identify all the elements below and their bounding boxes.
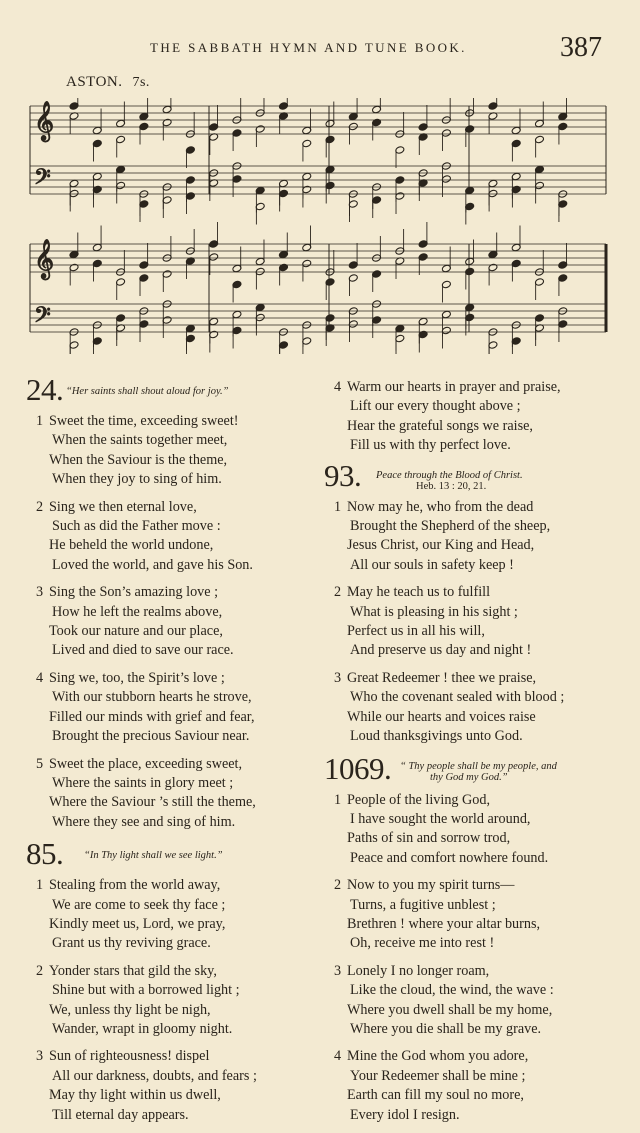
verse-line <box>26 583 316 602</box>
verse-number: 3 <box>334 962 342 979</box>
verse-text: All our souls in safety keep ! <box>350 556 514 573</box>
epigraph-text: thy God my God.” <box>430 771 508 783</box>
stanza <box>26 583 316 661</box>
verse-number: 2 <box>36 498 44 515</box>
verse-line <box>26 1067 316 1086</box>
verse-number: 4 <box>334 379 342 395</box>
hymn-24 <box>26 372 316 832</box>
verse-line <box>324 536 614 555</box>
stanza <box>324 876 614 954</box>
verse-line <box>26 470 316 489</box>
verse-text: May thy light within us dwell, <box>49 1087 221 1104</box>
verse-line <box>26 641 316 660</box>
verse-line <box>324 498 614 517</box>
verse-text: Your Redeemer shall be mine ; <box>350 1067 526 1084</box>
verse-text: Hear the grateful songs we raise, <box>347 417 533 434</box>
verse-text: While our hearts and voices raise <box>347 708 536 725</box>
hymn-epigraph <box>376 470 523 492</box>
verse-text: Who the covenant sealed with blood ; <box>350 689 565 706</box>
verse-line <box>26 536 316 555</box>
stanza <box>26 498 316 576</box>
hymn-number: 1069. <box>324 750 392 786</box>
verse-line <box>26 556 316 575</box>
verse-text: Stealing from the world away, <box>49 877 221 894</box>
verse-line <box>26 727 316 746</box>
hymn-24-heading <box>26 372 316 412</box>
verse-text: Brought the Shepherd of the sheep, <box>350 518 551 535</box>
verse-text: Brought the precious Saviour near. <box>52 728 250 745</box>
page-number: 387 <box>560 32 602 63</box>
verse-line <box>26 669 316 688</box>
stanza <box>26 669 316 747</box>
verse-text: Grant us thy reviving grace. <box>52 935 211 952</box>
verse-text: When they joy to sing of him. <box>52 471 222 488</box>
scripture-reference: Heb. 13 : 20, 21. <box>416 480 487 492</box>
bass-clef-icon: 𝄢 <box>34 303 51 333</box>
verse-line <box>26 876 316 895</box>
verse-line <box>324 688 614 707</box>
verse-number: 1 <box>334 791 342 808</box>
verse-line <box>324 603 614 622</box>
verse-line <box>26 981 316 1000</box>
stanza <box>324 498 614 576</box>
verse-line <box>324 378 614 397</box>
verse-line <box>324 436 614 455</box>
hymn-1069-heading <box>324 750 614 791</box>
verse-line <box>26 1086 316 1105</box>
verse-line <box>324 1001 614 1020</box>
verse-line <box>324 583 614 602</box>
verse-text: Earth can fill my soul no more, <box>347 1087 524 1104</box>
hymn-93-stanzas <box>324 498 614 747</box>
hymn-epigraph: “Her saints shall shout aloud for joy.” <box>66 386 229 397</box>
verse-line <box>324 934 614 953</box>
left-column <box>26 372 316 1133</box>
verse-line <box>26 934 316 953</box>
verse-text: What is pleasing in his sight ; <box>350 603 518 620</box>
verse-number: 2 <box>334 877 342 894</box>
verse-line <box>324 876 614 895</box>
verse-line <box>324 962 614 981</box>
stanza <box>324 962 614 1040</box>
hymn-number: 93. <box>324 457 362 493</box>
verse-text: Every idol I resign. <box>350 1106 460 1123</box>
verse-text: Lonely I no longer roam, <box>347 962 490 979</box>
hymn-number: 24. <box>26 372 64 407</box>
verse-line <box>26 498 316 517</box>
hymn-24-cont-stanzas <box>324 378 614 456</box>
hymn-85 <box>26 836 316 1125</box>
verse-text: Such as did the Father move : <box>52 518 221 535</box>
music-score <box>24 98 612 354</box>
verse-text: Wander, wrapt in gloomy night. <box>52 1020 233 1037</box>
verse-line <box>26 1106 316 1125</box>
tune-name: ASTON. <box>66 74 123 90</box>
verse-line <box>26 1020 316 1039</box>
verse-text: When the Saviour is the theme, <box>49 451 228 468</box>
verse-text: Lift our every thought above ; <box>350 398 521 415</box>
verse-text: Like the cloud, the wind, the wave : <box>350 982 554 999</box>
verse-text: Sweet the time, exceeding sweet! <box>49 413 239 429</box>
verse-number: 2 <box>334 584 342 601</box>
stanza <box>26 412 316 490</box>
verse-text: Shine but with a borrowed light ; <box>52 982 240 999</box>
verse-line <box>324 1047 614 1066</box>
verse-text: We are come to seek thy face ; <box>52 896 226 913</box>
verse-text: Mine the God whom you adore, <box>347 1048 529 1065</box>
verse-text: Warm our hearts in prayer and praise, <box>347 379 561 395</box>
verse-text: When the saints together meet, <box>52 432 228 449</box>
verse-line <box>324 641 614 660</box>
verse-line <box>26 1047 316 1066</box>
verse-text: Jesus Christ, our King and Head, <box>347 537 535 554</box>
verse-number: 4 <box>36 669 44 686</box>
stanza <box>26 1047 316 1125</box>
verse-text: Took our nature and our place, <box>49 623 223 640</box>
verse-line <box>324 915 614 934</box>
verse-text: Oh, receive me into rest ! <box>350 935 495 952</box>
hymn-93 <box>324 457 614 747</box>
verse-text: Till eternal day appears. <box>52 1106 189 1123</box>
hymn-93-heading <box>324 457 614 498</box>
epigraph-text: Peace through the Blood of Christ. <box>376 469 523 481</box>
verse-text: Where the Saviour ’s still the theme, <box>49 794 256 811</box>
verse-number: 4 <box>334 1048 342 1065</box>
verse-text: Perfect us in all his will, <box>347 623 485 640</box>
verse-line <box>26 708 316 727</box>
hymn-85-heading <box>26 836 316 876</box>
running-title: THE SABBATH HYMN AND TUNE BOOK. <box>150 40 467 55</box>
verse-text: All our darkness, doubts, and fears ; <box>52 1067 257 1084</box>
verse-text: Kindly meet us, Lord, we pray, <box>49 915 226 932</box>
verse-line <box>26 896 316 915</box>
tune-label <box>66 74 150 91</box>
verse-number: 1 <box>334 498 342 515</box>
verse-line <box>26 915 316 934</box>
verse-line <box>324 829 614 848</box>
stanza <box>26 876 316 954</box>
hymn-epigraph: “In Thy light shall we see light.” <box>84 850 223 862</box>
verse-text: Fill us with thy perfect love. <box>350 437 511 454</box>
epigraph-text: “ Thy people shall be my people, and <box>400 760 557 772</box>
verse-text: We, unless thy light be nigh, <box>49 1001 211 1018</box>
verse-number: 1 <box>36 877 44 894</box>
verse-text: Lived and died to save our race. <box>52 642 234 659</box>
verse-text: Yonder stars that gild the sky, <box>49 962 217 979</box>
verse-line <box>26 603 316 622</box>
stanza <box>324 669 614 747</box>
verse-text: He beheld the world undone, <box>49 537 214 554</box>
verse-text: Sing we then eternal love, <box>49 498 197 515</box>
verse-line <box>324 708 614 727</box>
verse-line <box>324 622 614 641</box>
verse-text: Where the saints in glory meet ; <box>52 774 234 791</box>
verse-line <box>324 896 614 915</box>
verse-line <box>324 849 614 868</box>
verse-line <box>26 962 316 981</box>
hymn-1069-stanzas <box>324 791 614 1126</box>
verse-line <box>324 981 614 1000</box>
verse-number: 3 <box>36 1048 44 1065</box>
verse-line <box>324 669 614 688</box>
verse-number: 3 <box>334 669 342 686</box>
verse-number: 5 <box>36 755 44 772</box>
verse-text: Where they see and sing of him. <box>52 813 236 830</box>
verse-line <box>26 1001 316 1020</box>
verse-line <box>324 727 614 746</box>
tune-meter: 7s. <box>132 75 150 90</box>
verse-number: 1 <box>36 413 44 429</box>
verse-text: Where you die shall be my grave. <box>350 1020 542 1037</box>
hymn-85-stanzas <box>26 876 316 1125</box>
treble-clef-icon: 𝄞 <box>34 101 55 141</box>
verse-line <box>324 810 614 829</box>
verse-line <box>26 412 316 431</box>
bass-clef-icon: 𝄢 <box>34 165 51 195</box>
verse-text: Sing the Son’s amazing love ; <box>49 584 219 601</box>
verse-text: Sweet the place, exceeding sweet, <box>49 755 243 772</box>
verse-line <box>324 1020 614 1039</box>
verse-line <box>26 517 316 536</box>
verse-line <box>324 417 614 436</box>
right-column <box>324 378 614 1133</box>
verse-number: 2 <box>36 962 44 979</box>
verse-line <box>26 755 316 774</box>
verse-text: And preserve us day and night ! <box>350 642 532 659</box>
verse-text: Great Redeemer ! thee we praise, <box>347 669 537 686</box>
hymn-number: 85. <box>26 836 64 872</box>
verse-text: Peace and comfort nowhere found. <box>350 849 549 866</box>
verse-text: People of the living God, <box>347 791 491 808</box>
verse-text: May he teach us to fulfill <box>347 584 491 601</box>
verse-text: With our stubborn hearts he strove, <box>52 689 252 706</box>
verse-text: How he left the realms above, <box>52 603 223 620</box>
verse-line <box>26 451 316 470</box>
stanza <box>324 583 614 661</box>
page-header <box>0 32 640 66</box>
hymn-24-stanzas <box>26 412 316 832</box>
verse-line <box>324 517 614 536</box>
stanza <box>324 791 614 869</box>
verse-number: 3 <box>36 584 44 601</box>
verse-text: Brethren ! where your altar burns, <box>347 915 541 932</box>
stanza <box>26 755 316 833</box>
verse-text: Loved the world, and gave his Son. <box>52 556 253 573</box>
verse-text: Turns, a fugitive unblest ; <box>350 896 496 913</box>
verse-text: I have sought the world around, <box>350 810 531 827</box>
verse-line <box>26 431 316 450</box>
hymn-epigraph <box>400 761 557 783</box>
verse-text: Now may he, who from the dead <box>347 498 534 515</box>
verse-line <box>324 556 614 575</box>
verse-text: Now to you my spirit turns— <box>347 877 515 894</box>
verse-text: Sun of righteousness! dispel <box>49 1048 210 1065</box>
verse-line <box>324 1067 614 1086</box>
hymn-24-continued <box>324 378 614 456</box>
verse-text: Filled our minds with grief and fear, <box>49 708 255 725</box>
verse-text: Paths of sin and sorrow trod, <box>347 830 511 847</box>
treble-clef-icon: 𝄞 <box>34 239 55 279</box>
verse-line <box>324 1106 614 1125</box>
verse-text: Loud thanksgivings unto God. <box>350 728 523 745</box>
verse-line <box>324 397 614 416</box>
hymn-1069 <box>324 750 614 1126</box>
stanza <box>324 1047 614 1125</box>
verse-line <box>26 813 316 832</box>
verse-line <box>26 774 316 793</box>
verse-line <box>26 688 316 707</box>
verse-line <box>26 622 316 641</box>
verse-text: Sing we, too, the Spirit’s love ; <box>49 669 225 686</box>
verse-line <box>324 1086 614 1105</box>
verse-line <box>324 791 614 810</box>
stanza <box>26 962 316 1040</box>
verse-line <box>26 793 316 812</box>
stanza <box>324 378 614 456</box>
verse-text: Where you dwell shall be my home, <box>347 1001 553 1018</box>
